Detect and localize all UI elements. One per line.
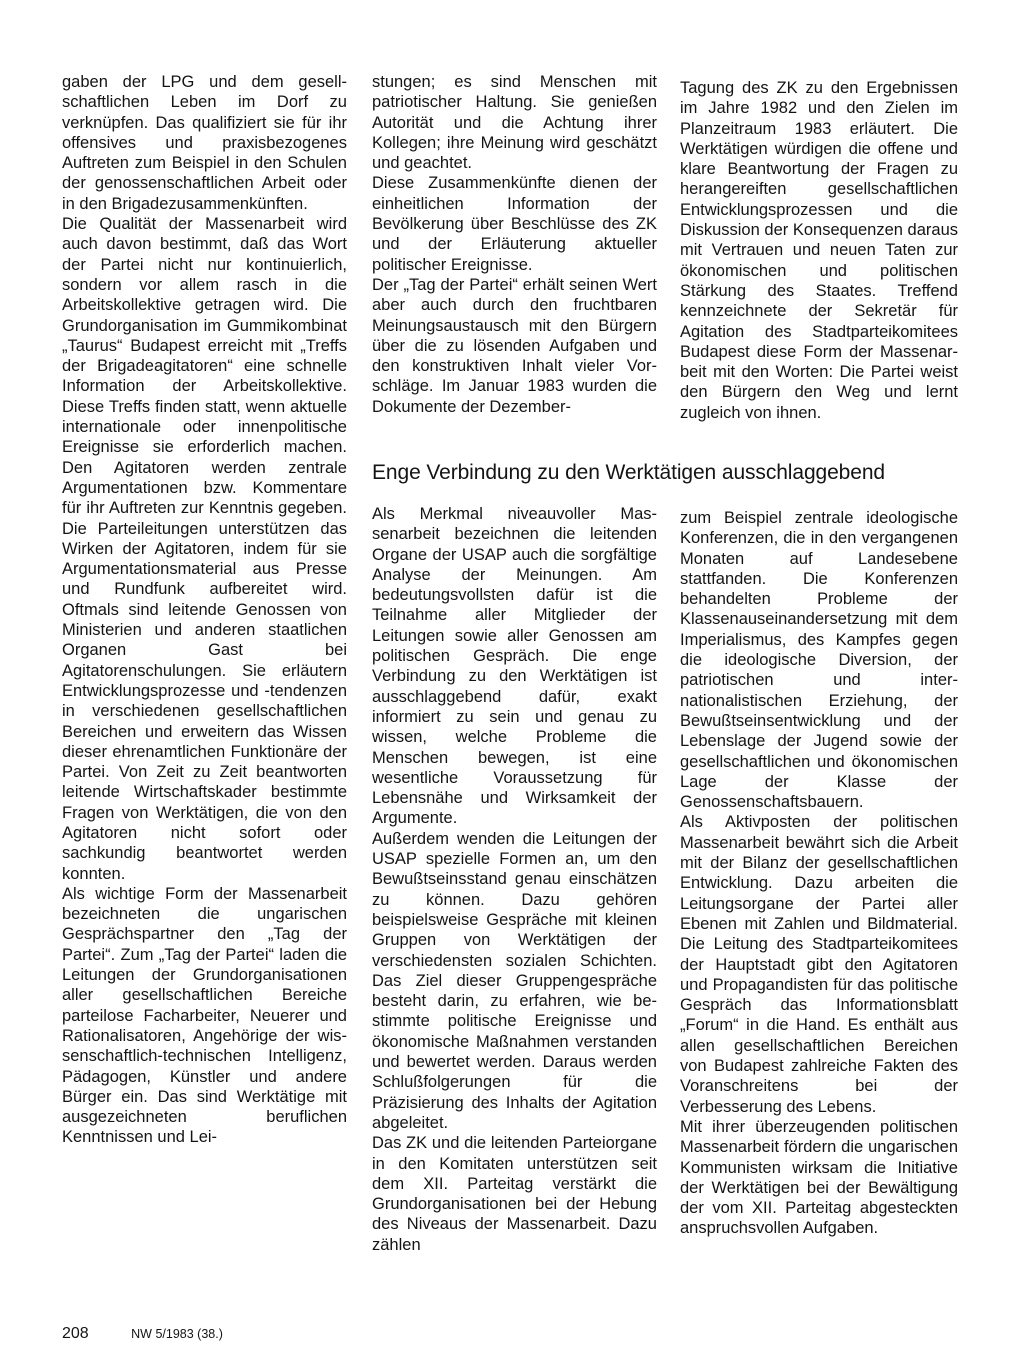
paragraph: Das ZK und die leitenden Parteiorgane in den Komitaten unterstützen seit dem XII. Parteitag verstärkt die Grundorganisationen bei der Hebung des Niveaus der Massenarbeit. Dazu zählen [372, 1134, 657, 1254]
paragraph: Als wichtige Form der Massenarbeit bezeichneten die ungarischen Gesprächspartner den „Tag der Partei“. Zum „Tag der Partei“ laden die Leitungen der Grundorganisationen aller gesellschaftlichen Bereiche parteilose Facharbeiter, Neuerer und Rationalisatoren, Angehörige der wissenschaftlich-technischen Intelligenz, Pädagogen, Künstler und andere Bürger ein. Das sind Werktätige mit ausgezeichneten beruflichen Kenntnissen und Lei- [62, 884, 347, 1147]
paragraph: Die Qualität der Massenarbeit wird auch davon bestimmt, daß das Wort der Partei nicht nur kontinuierlich, sondern vor allem rasch in die Arbeitskollektive getragen wird. Die Grundorganisation im Gummikombinat „Taurus“ Budapest erreicht mit „Treffs der Brigadeagitatoren“ eine schnelle Information der Arbeitskollektive. Diese Treffs finden statt, wenn aktuelle internationale oder innenpolitische Ereignisse sie erforderlich machen. Den Agitatoren werden zentrale Argumentationen bzw. Kommentare für ihr Auftreten zur Kenntnis gegeben. Die Parteileitungen unterstützen das Wirken der Agitatoren, indem für sie Argumentationsmaterial aus Presse und Rundfunk aufbereitet wird. Oftmals sind leitende Genossen von Ministerien und anderen staatlichen Organen Gast bei Agitatorenschulungen. Sie erläutern Entwicklungsprozesse und -tendenzen in verschiedenen gesellschaftlichen Bereichen und erweitern das Wissen dieser ehrenamtlichen Funktionäre der Partei. Von Zeit zu Zeit beantworten leitende Wirtschaftskader bestimmte Fragen von Werktätigen, die von den Agitatoren nicht sofort oder sachkundig beantwortet werden konnten. [62, 215, 347, 883]
paragraph: stungen; es sind Menschen mit patriotischer Haltung. Sie genießen Autorität und die Achtung ihrer Kollegen; ihre Meinung wird geschätzt und geachtet. [372, 73, 657, 173]
paragraph: Der „Tag der Partei“ erhält seinen Wert aber auch durch den fruchtbaren Meinungsaustausch mit den Bürgern über die zu lösenden Aufgaben und den konstruktiven Inhalt vieler Vorschläge. Im Januar 1983 wurden die Dokumente der Dezember- [372, 275, 657, 416]
article-column-3 [680, 78, 958, 423]
paragraph: Tagung des ZK zu den Ergebnissen im Jahre 1982 und den Zielen im Planzeitraum 1983 erläutert. Die Werktätigen würdigen die offene und klare Beantwortung der Fragen zu herangereiften gesellschaftlichen Entwicklungsprozessen und die Diskussion der Konsequenzen daraus mit Vertrauen und neuen Taten zur ökonomischen und politischen Stärkung des Staates. Treffend kennzeichnete der Sekretär für Agitation des Stadtparteikomitees Budapest diese Form der Massenarbeit mit den Worten: Die Partei weist den Bürgern den Weg und lernt zugleich von ihnen. [680, 79, 958, 422]
article-column-5 [680, 508, 958, 1239]
paragraph: Diese Zusammenkünfte dienen der einheitlichen Information der Bevölkerung über Beschlüsse des ZK und der Erläuterung aktueller politischer Ereignisse. [372, 174, 657, 274]
article-column-4 [372, 504, 657, 1255]
paragraph: gaben der LPG und dem gesellschaftlichen Leben im Dorf zu verknüpfen. Das qualifiziert sie für ihr offensives und praxisbezogenes Auftreten zum Beispiel in den Schulen der genossenschaftlichen Arbeit oder in den Brigadezusammenkünften. [62, 73, 347, 213]
page-footer [62, 1325, 462, 1343]
paragraph: Mit ihrer überzeugenden politischen Massenarbeit fördern die ungarischen Kommunisten wirksam die Initiative der Werktätigen bei der Bewältigung der vom XII. Parteitag abgesteckten anspruchsvollen Aufgaben. [680, 1117, 958, 1238]
article-column-1 [62, 72, 347, 1148]
paragraph: Außerdem wenden die Leitungen der USAP spezielle Formen an, um den Bewußtseinsstand genau einschätzen zu können. Dazu gehören beispielsweise Gespräche mit kleinen Gruppen von Werktätigen der verschiedensten sozialen Schichten. Das Ziel dieser Gruppengespräche besteht darin, zu erfahren, wie bestimmte politische Ereignisse und ökonomische Maßnahmen verstanden und bewertet werden. Daraus werden Schlußfolgerungen für die Präzisierung des Inhalts der Agitation abgeleitet. [372, 829, 657, 1132]
section-heading: Enge Verbindung zu den Werktätigen ausschlaggebend [372, 461, 885, 484]
paragraph: Als Aktivposten der politischen Massenarbeit bewährt sich die Arbeit mit der Bilanz der gesellschaftlichen Entwicklung. Dazu arbeiten die Leitungsorgane der Partei aller Ebenen mit Zahlen und Bildmaterial. Die Leitung des Stadtparteikomitees der Hauptstadt gibt den Agitatoren und Propagandisten für das politische Gespräch das Informationsblatt „Forum“ in die Hand. Es enthält aus allen gesellschaftlichen Bereichen von Budapest zahlreiche Fakten des Voranschreitens bei der Verbesserung des Lebens. [680, 813, 958, 1116]
page-number: 208 [62, 1325, 89, 1342]
issue-reference: NW 5/1983 (38.) [131, 1327, 223, 1341]
paragraph: Als Merkmal niveauvoller Massenarbeit bezeichnen die leitenden Organe der USAP auch die sorgfältige Analyse der Meinungen. Am bedeutungsvollsten dafür ist die Teilnahme aller Mitglieder der Leitungen sowie aller Genossen am politischen Gespräch. Die enge Verbindung zu den Werktätigen ist ausschlaggebend dafür, exakt informiert zu sein und genau zu wissen, welche Probleme die Menschen bewegen, ist eine wesentliche Voraussetzung für Lebensnähe und Wirksamkeit der Argumente. [372, 505, 657, 828]
article-column-2 [372, 72, 657, 417]
paragraph: zum Beispiel zentrale ideologische Konferenzen, die in den vergangenen Monaten auf Landesebene stattfanden. Die Konferenzen behandelten Probleme der Klassenauseinandersetzung mit dem Imperialismus, des Kampfes gegen die ideologische Diversion, der patriotischen und internationalistischen Erziehung, der Bewußtseinsentwicklung und der Lebenslage der Jugend sowie der gesellschaftlichen und ökonomischen Lage der Klasse der Genossenschaftsbauern. [680, 509, 958, 812]
